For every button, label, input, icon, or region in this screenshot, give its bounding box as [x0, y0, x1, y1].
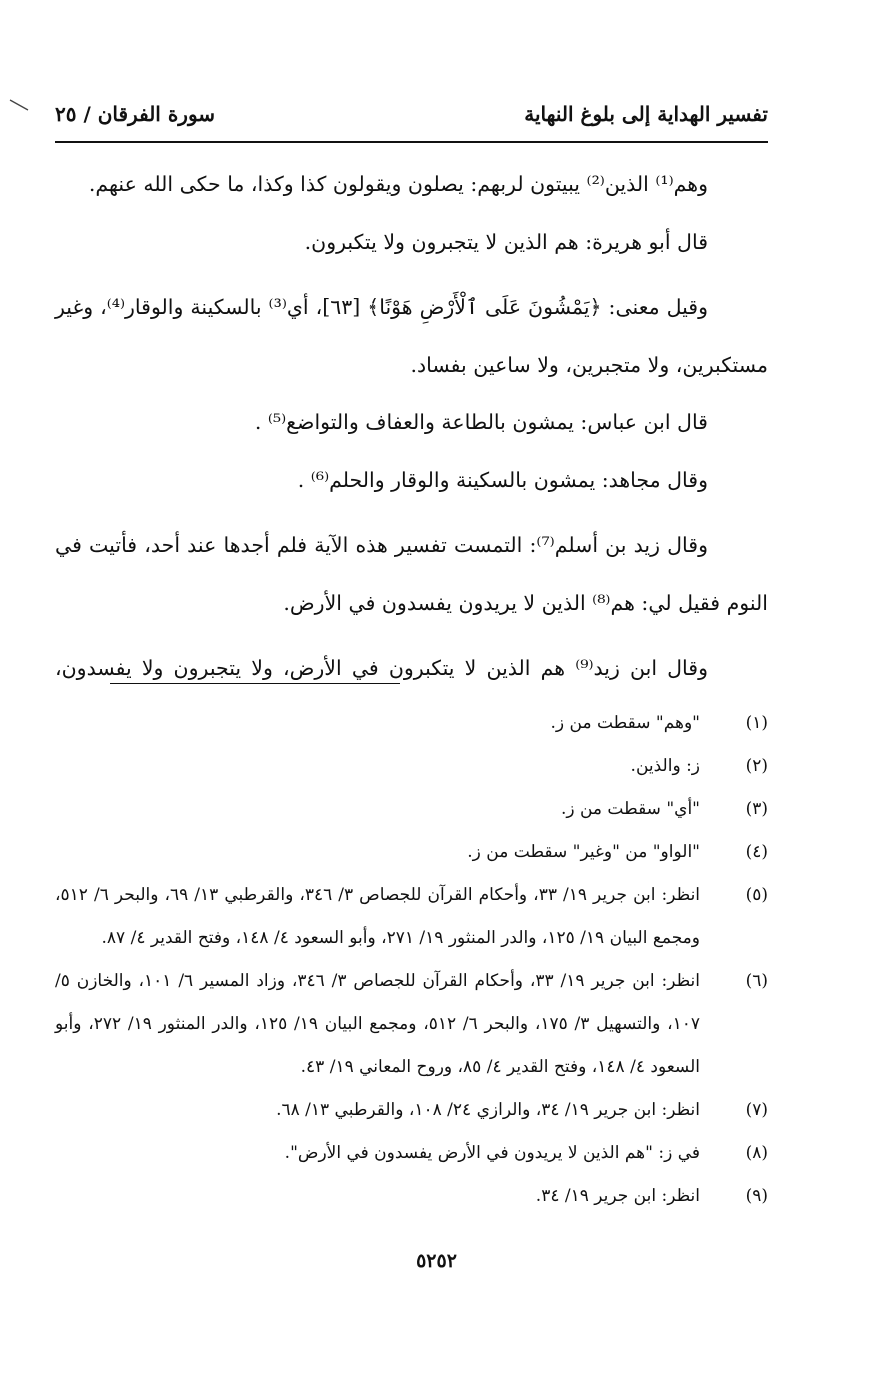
- page-number: ٥٢٥٢: [416, 1250, 457, 1272]
- footnote-text: انظر: ابن جرير ١٩/ ٣٣، وأحكام القرآن للجصاص ٣/ ٣٤٦، والقرطبي ١٣/ ٦٩، والبحر ٦/ ٥١٢، ومجمع البيان ١٩/ ١٢٥، والدر المنثور ١٩/ ٢٧١، وأبو السعود ٤/ ١٤٨، وفتح القدير ٤/ ٨٧.: [55, 885, 701, 948]
- footnote-number: (١): [745, 713, 768, 733]
- paragraph-4: قال ابن عباس: يمشون بالطاعة والعفاف والتواضع⁽⁵⁾ .: [254, 410, 708, 434]
- footnote-text: "الواو" من "وغير" سقطت من ز.: [467, 842, 700, 862]
- footnote-8: [55, 1132, 768, 1175]
- footnote-number: (٣): [745, 799, 768, 819]
- footnote-number: (٤): [745, 842, 768, 862]
- book-title: تفسير الهداية إلى بلوغ النهاية: [524, 102, 768, 126]
- footnote-text: ز: والذين.: [630, 756, 700, 776]
- footnote-number: (٩): [745, 1186, 768, 1206]
- footnote-text: في ز: "هم الذين لا يريدون في الأرض يفسدون في الأرض".: [284, 1143, 700, 1163]
- footnote-9: [55, 1175, 768, 1218]
- footnote-6: [55, 960, 768, 1089]
- footnote-text: انظر: ابن جرير ١٩/ ٣٤.: [535, 1186, 700, 1206]
- surah-info: سورة الفرقان / ٢٥: [55, 102, 216, 126]
- footnote-number: (٨): [745, 1143, 768, 1163]
- footnote-4: [55, 831, 768, 874]
- footnote-1: [55, 702, 768, 745]
- footnote-number: (٥): [745, 885, 768, 905]
- footnote-text: انظر: ابن جرير ١٩/ ٣٤، والرازي ٢٤/ ١٠٨، والقرطبي ١٣/ ٦٨.: [276, 1100, 700, 1120]
- footnote-5: [55, 874, 768, 960]
- main-text: [55, 156, 768, 698]
- paragraph-6: وقال زيد بن أسلم⁽⁷⁾: التمست تفسير هذه الآية فلم أجدها عند أحد، فأتيت في النوم فقيل لي: هم⁽⁸⁾ الذين لا يريدون يفسدون في الأرض.: [55, 533, 768, 615]
- footnote-separator: [110, 683, 400, 684]
- footnote-number: (٢): [745, 756, 768, 776]
- footnotes: [55, 702, 768, 1218]
- paragraph-2: قال أبو هريرة: هم الذين لا يتجبرون ولا يتكبرون.: [304, 229, 708, 254]
- footnote-2: [55, 745, 768, 788]
- footnote-7: [55, 1089, 768, 1132]
- paragraph-5: وقال مجاهد: يمشون بالسكينة والوقار والحلم⁽⁶⁾ .: [297, 467, 708, 492]
- footnote-text: انظر: ابن جرير ١٩/ ٣٣، وأحكام القرآن للجصاص ٣/ ٣٤٦، وزاد المسير ٦/ ١٠١، والخازن ٥/ ١٠٧، والتسهيل ٣/ ١٧٥، والبحر ٦/ ٥١٢، ومجمع البيان ١٩/ ١٢٥، والدر المنثور ١٩/ ٢٧٢، وأبو السعود ٤/ ١٤٨، وفتح القدير ٤/ ٨٥، وروح المعاني ١٩/ ٤٣.: [55, 971, 700, 1077]
- footnote-text: "وهم" سقطت من ز.: [550, 713, 700, 733]
- paragraph-3: وقيل معنى: ﴿يَمْشُونَ عَلَى ٱلْأَرْضِ هَوْنًا﴾ [٦٣]، أي⁽³⁾ بالسكينة والوقار⁽⁴⁾، وغير مستكبرين، ولا متجبرين، ولا ساعين بفساد.: [55, 295, 768, 377]
- footnote-number: (٦): [745, 971, 768, 991]
- header-rule: [55, 141, 768, 143]
- paragraph-1: وهم⁽¹⁾ الذين⁽²⁾ يبيتون لربهم: يصلون ويقولون كذا وكذا، ما حكى الله عنهم.: [88, 172, 708, 196]
- corner-fold-mark-icon: [8, 98, 30, 112]
- running-header: [55, 96, 768, 132]
- paragraph-7: وقال ابن زيد⁽⁹⁾ هم الذين لا يتكبرون في الأرض، ولا يتجبرون ولا يفسدون،: [55, 656, 708, 680]
- footnote-3: [55, 788, 768, 831]
- footnote-number: (٧): [745, 1100, 768, 1120]
- footnote-text: "أي" سقطت من ز.: [560, 799, 700, 819]
